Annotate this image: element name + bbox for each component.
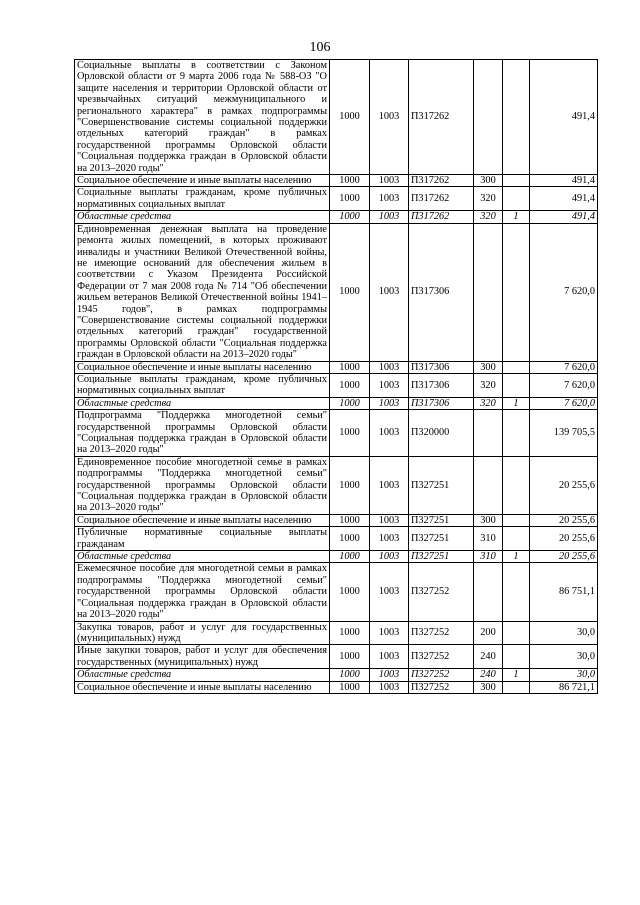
amount: 7 620,0 [530,397,598,409]
subsection-code: 1003 [370,211,409,223]
target-article-code: П327251 [409,514,474,526]
target-article-code: П327252 [409,669,474,681]
table-row [75,397,598,409]
funding-source-code [503,621,530,645]
target-article-code: П317262 [409,187,474,211]
subsection-code: 1003 [370,397,409,409]
table-row [75,211,598,223]
amount: 20 255,6 [530,456,598,514]
row-description: Единовременная денежная выплата на проведение ремонта жилых помещений, в которых проживают инвалиды и участники Великой Отечественной войны, не имеющие оснований для обеспечения жильем в соответствии с Указом Президента Российской Федерации от 7 мая 2008 года № 714 "Об обеспечении жильем ветеранов Великой Отечественной войны 1941–1945 годов", в рамках подпрограммы "Совершенствование системы социальной поддержки отдельных категорий граждан" государственной программы Орловской области "Социальная поддержка граждан в Орловской области на 2013–2020 годы" [75,223,330,361]
section-code: 1000 [330,514,370,526]
section-code: 1000 [330,211,370,223]
table-row [75,361,598,373]
expense-type-code: 310 [474,527,503,551]
subsection-code: 1003 [370,527,409,551]
section-code: 1000 [330,456,370,514]
expense-type-code: 310 [474,551,503,563]
target-article-code: П317306 [409,361,474,373]
section-code: 1000 [330,669,370,681]
amount: 139 705,5 [530,410,598,457]
amount: 20 255,6 [530,551,598,563]
target-article-code: П327252 [409,681,474,693]
funding-source-code [503,514,530,526]
row-description: Закупка товаров, работ и услуг для государственных (муниципальных) нужд [75,621,330,645]
section-code: 1000 [330,223,370,361]
funding-source-code [503,456,530,514]
row-description: Иные закупки товаров, работ и услуг для обеспечения государственных (муниципальных) нужд [75,645,330,669]
row-description: Областные средства [75,669,330,681]
table-row [75,551,598,563]
table-row [75,527,598,551]
expense-type-code: 300 [474,514,503,526]
budget-table [74,59,598,694]
table-row [75,456,598,514]
section-code: 1000 [330,645,370,669]
target-article-code: П317262 [409,60,474,175]
amount: 20 255,6 [530,527,598,551]
target-article-code: П317262 [409,175,474,187]
funding-source-code: 1 [503,397,530,409]
table-row [75,410,598,457]
funding-source-code [503,681,530,693]
target-article-code: П317306 [409,373,474,397]
funding-source-code [503,361,530,373]
table-row [75,621,598,645]
subsection-code: 1003 [370,410,409,457]
amount: 7 620,0 [530,223,598,361]
section-code: 1000 [330,175,370,187]
funding-source-code [503,223,530,361]
subsection-code: 1003 [370,456,409,514]
amount: 20 255,6 [530,514,598,526]
row-description: Социальное обеспечение и иные выплаты населению [75,514,330,526]
target-article-code: П327251 [409,456,474,514]
expense-type-code [474,60,503,175]
subsection-code: 1003 [370,514,409,526]
table-row [75,669,598,681]
funding-source-code [503,527,530,551]
expense-type-code: 200 [474,621,503,645]
expense-type-code: 300 [474,681,503,693]
section-code: 1000 [330,187,370,211]
expense-type-code: 320 [474,211,503,223]
row-description: Подпрограмма "Поддержка многодетной семьи" государственной программы Орловской области "Социальная поддержка граждан в Орловской области на 2013–2020 годы" [75,410,330,457]
funding-source-code: 1 [503,211,530,223]
row-description: Областные средства [75,397,330,409]
expense-type-code: 320 [474,373,503,397]
target-article-code: П327252 [409,645,474,669]
funding-source-code: 1 [503,551,530,563]
amount: 30,0 [530,645,598,669]
row-description: Социальное обеспечение и иные выплаты населению [75,681,330,693]
expense-type-code: 320 [474,397,503,409]
table-row [75,223,598,361]
funding-source-code [503,410,530,457]
section-code: 1000 [330,397,370,409]
target-article-code: П327252 [409,563,474,621]
amount: 491,4 [530,60,598,175]
section-code: 1000 [330,361,370,373]
section-code: 1000 [330,551,370,563]
table-row [75,60,598,175]
table-row [75,175,598,187]
subsection-code: 1003 [370,223,409,361]
section-code: 1000 [330,60,370,175]
row-description: Социальные выплаты гражданам, кроме публичных нормативных социальных выплат [75,373,330,397]
section-code: 1000 [330,563,370,621]
table-row [75,681,598,693]
target-article-code: П317262 [409,211,474,223]
subsection-code: 1003 [370,373,409,397]
expense-type-code [474,456,503,514]
amount: 86 751,1 [530,563,598,621]
target-article-code: П327251 [409,527,474,551]
expense-type-code: 300 [474,361,503,373]
subsection-code: 1003 [370,645,409,669]
row-description: Социальные выплаты гражданам, кроме публичных нормативных социальных выплат [75,187,330,211]
expense-type-code [474,410,503,457]
amount: 491,4 [530,211,598,223]
target-article-code: П317306 [409,397,474,409]
funding-source-code: 1 [503,669,530,681]
page-number: 106 [309,40,331,55]
row-description: Социальное обеспечение и иные выплаты населению [75,175,330,187]
subsection-code: 1003 [370,669,409,681]
subsection-code: 1003 [370,175,409,187]
subsection-code: 1003 [370,60,409,175]
subsection-code: 1003 [370,681,409,693]
section-code: 1000 [330,527,370,551]
table-row [75,645,598,669]
row-description: Областные средства [75,551,330,563]
table-row [75,187,598,211]
row-description: Ежемесячное пособие для многодетной семьи в рамках подпрограммы "Поддержка многодетной семьи" государственной программы Орловской области "Социальная поддержка граждан в Орловской области на 2013–2020 годы" [75,563,330,621]
row-description: Публичные нормативные социальные выплаты гражданам [75,527,330,551]
expense-type-code: 240 [474,669,503,681]
target-article-code: П327252 [409,621,474,645]
expense-type-code: 240 [474,645,503,669]
funding-source-code [503,187,530,211]
target-article-code: П317306 [409,223,474,361]
funding-source-code [503,373,530,397]
subsection-code: 1003 [370,361,409,373]
table-row [75,563,598,621]
table-row [75,514,598,526]
funding-source-code [503,645,530,669]
amount: 30,0 [530,669,598,681]
row-description: Областные средства [75,211,330,223]
row-description: Социальное обеспечение и иные выплаты населению [75,361,330,373]
funding-source-code [503,60,530,175]
expense-type-code [474,563,503,621]
target-article-code: П320000 [409,410,474,457]
expense-type-code: 320 [474,187,503,211]
amount: 7 620,0 [530,361,598,373]
funding-source-code [503,563,530,621]
subsection-code: 1003 [370,551,409,563]
expense-type-code: 300 [474,175,503,187]
amount: 491,4 [530,187,598,211]
row-description: Социальные выплаты в соответствии с Законом Орловской области от 9 марта 2006 года № 588-ОЗ "О защите населения и территории Орловской области от чрезвычайных ситуаций межмуниципального и регионального характера" в рамках подпрограммы "Совершенствование системы социальной поддержки отдельных категорий граждан" в рамках государственной программы Орловской области "Социальная поддержка граждан в Орловской области на 2013–2020 годы" [75,60,330,175]
amount: 30,0 [530,621,598,645]
amount: 7 620,0 [530,373,598,397]
subsection-code: 1003 [370,187,409,211]
section-code: 1000 [330,410,370,457]
amount: 491,4 [530,175,598,187]
subsection-code: 1003 [370,563,409,621]
section-code: 1000 [330,681,370,693]
subsection-code: 1003 [370,621,409,645]
table-row [75,373,598,397]
amount: 86 721,1 [530,681,598,693]
row-description: Единовременное пособие многодетной семье в рамках подпрограммы "Поддержка многодетной семьи" государственной программы Орловской области "Социальная поддержка граждан в Орловской области на 2013–2020 годы" [75,456,330,514]
funding-source-code [503,175,530,187]
target-article-code: П327251 [409,551,474,563]
expense-type-code [474,223,503,361]
section-code: 1000 [330,373,370,397]
section-code: 1000 [330,621,370,645]
